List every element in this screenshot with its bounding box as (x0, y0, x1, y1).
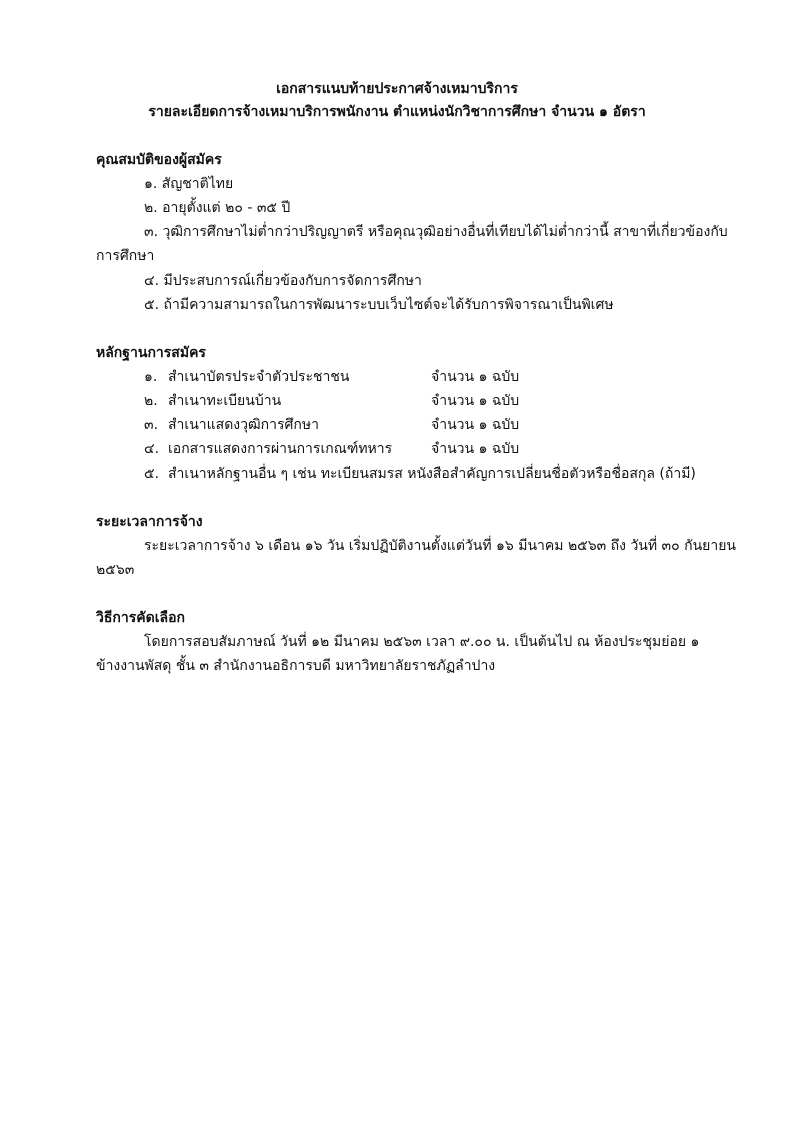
period-text-continuation: ๒๕๖๓ (96, 562, 135, 578)
period-heading: ระยะเวลาการจ้าง (96, 514, 203, 530)
evidence-number: ๔. (144, 441, 160, 457)
qualification-item: ๔. มีประสบการณ์เกี่ยวข้องกับการจัดการศึกษา (144, 273, 422, 289)
evidence-item: สำเนาหลักฐานอื่น ๆ เช่น ทะเบียนสมรส หนังสือสำคัญการเปลี่ยนชื่อตัวหรือชื่อสกุล (ถ้ามี) (168, 466, 696, 482)
selection-heading: วิธีการคัดเลือก (96, 610, 185, 626)
document-title: เอกสารแนบท้ายประกาศจ้างเหมาบริการ (276, 81, 518, 97)
evidence-count: จำนวน ๑ ฉบับ (431, 369, 520, 385)
qualification-item: ๕. ถ้ามีความสามารถในการพัฒนาระบบเว็บไซต์จะได้รับการพิจารณาเป็นพิเศษ (144, 297, 614, 313)
qualification-item: ๒. อายุตั้งแต่ ๒๐ - ๓๕ ปี (144, 200, 291, 216)
qualification-item: ๑. สัญชาติไทย (144, 176, 234, 192)
selection-text-continuation: ข้างงานพัสดุ ชั้น ๓ สำนักงานอธิการบดี มหาวิทยาลัยราชภัฏลำปาง (96, 658, 496, 674)
evidence-item: สำเนาแสดงวุฒิการศึกษา (168, 417, 319, 433)
qualifications-heading: คุณสมบัติของผู้สมัคร (96, 152, 222, 168)
evidence-count: จำนวน ๑ ฉบับ (431, 417, 520, 433)
period-text: ระยะเวลาการจ้าง ๖ เดือน ๑๖ วัน เริ่มปฏิบัติงานตั้งแต่วันที่ ๑๖ มีนาคม ๒๕๖๓ ถึง วันที่ ๓๐ กันยายน (144, 538, 737, 554)
qualification-item: ๓. วุฒิการศึกษาไม่ต่ำกว่าปริญญาตรี หรือคุณวุฒิอย่างอื่นที่เทียบได้ไม่ต่ำกว่านี้ สาขาที่เกี่ยวข้องกับ (144, 224, 728, 240)
evidence-count: จำนวน ๑ ฉบับ (431, 441, 520, 457)
evidence-heading: หลักฐานการสมัคร (96, 345, 206, 361)
evidence-number: ๕. (144, 466, 160, 482)
evidence-item: สำเนาทะเบียนบ้าน (168, 393, 282, 409)
selection-text: โดยการสอบสัมภาษณ์ วันที่ ๑๒ มีนาคม ๒๕๖๓ เวลา ๙.๐๐ น. เป็นต้นไป ณ ห้องประชุมย่อย ๑ (144, 634, 700, 650)
evidence-item: สำเนาบัตรประจำตัวประชาชน (168, 369, 350, 385)
qualification-item-continuation: การศึกษา (96, 248, 155, 264)
document-subtitle: รายละเอียดการจ้างเหมาบริการพนักงาน ตำแหน่งนักวิชาการศึกษา จำนวน ๑ อัตรา (148, 104, 646, 120)
evidence-item: เอกสารแสดงการผ่านการเกณฑ์ทหาร (168, 441, 393, 457)
evidence-number: ๑. (144, 369, 158, 385)
evidence-number: ๒. (144, 393, 158, 409)
evidence-number: ๓. (144, 417, 159, 433)
evidence-count: จำนวน ๑ ฉบับ (431, 393, 520, 409)
